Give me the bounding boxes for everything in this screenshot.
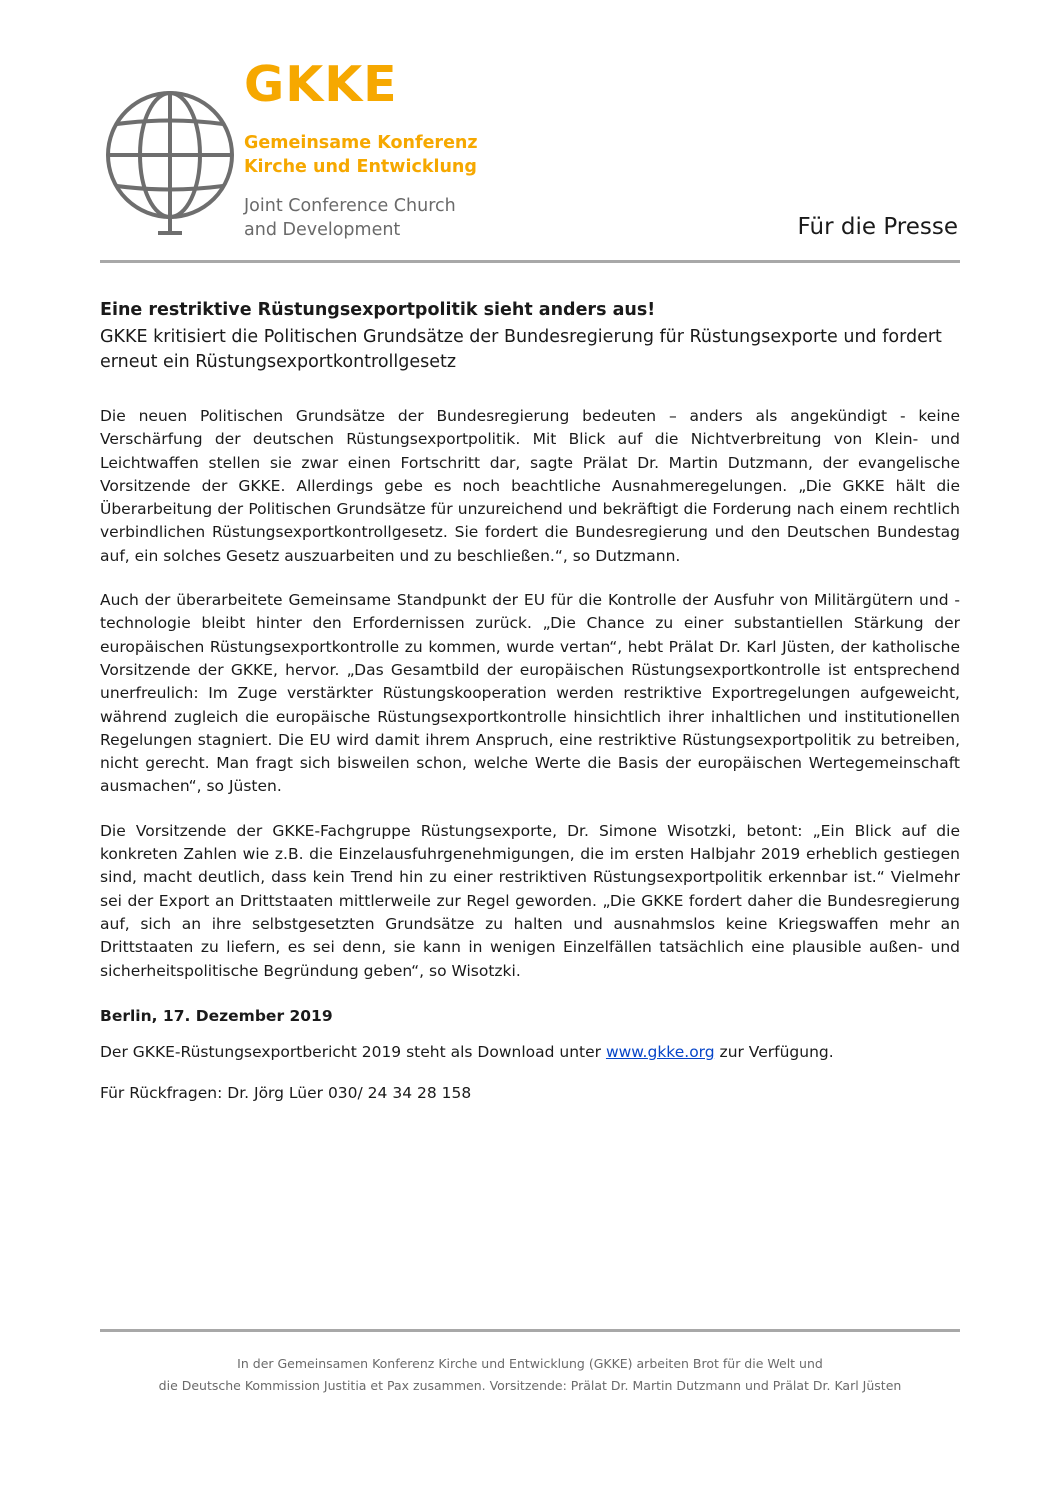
header-divider — [100, 260, 960, 263]
organization-name-english-line1: Joint Conference Church — [244, 196, 456, 216]
headline: Eine restriktive Rüstungsexportpolitik sieht anders aus! — [100, 300, 656, 320]
brand-name: GKKE — [244, 56, 398, 113]
article — [100, 298, 960, 1105]
organization-name-english-line2: and Development — [244, 220, 401, 240]
press-label: Für die Presse — [797, 214, 958, 240]
download-text-before: Der GKKE-Rüstungsexportbericht 2019 steht als Download unter — [100, 1042, 606, 1061]
footer-line2: die Deutsche Kommission Justitia et Pax zusammen. Vorsitzende: Prälat Dr. Martin Dutzmann und Prälat Dr. Karl Jüsten — [158, 1378, 902, 1393]
paragraph: Auch der überarbeitete Gemeinsame Standpunkt der EU für die Kontrolle der Ausfuhr von Militärgütern und -technologie bleibt hinter den Erfordernissen zurück. „Die Chance zu einer substantiellen Stärkung der europäischen Rüstungsexportkontrolle zu kommen, wurde vertan“, hebt Prälat Dr. Karl Jüsten, der katholische Vorsitzende der GKKE, hervor. „Das Gesamtbild der europäischen Rüstungsexportkontrolle ist entsprechend unerfreulich: Im Zuge verstärkter Rüstungskooperation werden restriktive Exportregelungen aufgeweicht, während zugleich die europäische Rüstungsexportkontrolle hinsichtlich ihrer inhaltlichen und institutionellen Regelungen stagniert. Die EU wird damit ihrem Anspruch, eine restriktive Rüstungsexportpolitik zu betreiben, nicht gerecht. Man fragt sich bisweilen schon, welche Werte die Basis der europäischen Wertegemeinschaft ausmachen“, so Jüsten. — [100, 591, 960, 796]
paragraph: Die Vorsitzende der GKKE-Fachgruppe Rüstungsexporte, Dr. Simone Wisotzki, betont: „Ein Blick auf die konkreten Zahlen wie z.B. die Einzelausfuhrgenehmigungen, die im ersten Halbjahr 2019 erheblich gestiegen sind, macht deutlich, dass kein Trend hin zu einer restriktiven Rüstungsexportpolitik erkennbar ist.“ Vielmehr sei der Export an Drittstaaten mittlerweile zur Regel geworden. „Die GKKE fordert daher die Bundesregierung auf, sich an ihre selbstgesetzten Grundsätze zu halten und ausnahmslos keine Kriegswaffen mehr an Drittstaaten zu liefern, es sei denn, sie kann in wenigen Einzelfällen tatsächlich eine plausible außen- und sicherheitspolitische Begründung geben“, so Wisotzki. — [100, 821, 960, 980]
footer-line1: In der Gemeinsamen Konferenz Kirche und Entwicklung (GKKE) arbeiten Brot für die Welt und — [237, 1356, 823, 1371]
footer-divider — [100, 1329, 960, 1332]
contact-info: Für Rückfragen: Dr. Jörg Lüer 030/ 24 34 28 158 — [100, 1083, 472, 1102]
footer — [100, 1353, 960, 1397]
subheadline: GKKE kritisiert die Politischen Grundsätze der Bundesregierung für Rüstungsexporte und fordert erneut ein Rüstungsexportkontrollgesetz — [100, 327, 942, 372]
organization-name-english — [244, 194, 456, 242]
paragraph: Die neuen Politischen Grundsätze der Bundesregierung bedeuten – anders als angekündigt - keine Verschärfung der deutschen Rüstungsexportpolitik. Mit Blick auf die Nichtverbreitung von Klein- und Leichtwaffen stellen sie zwar einen Fortschritt dar, sagte Prälat Dr. Martin Dutzmann, der evangelische Vorsitzende der GKKE. Allerdings gebe es noch beachtliche Ausnahmeregelungen. „Die GKKE hält die Überarbeitung der Politischen Grundsätze für unzureichend und bekräftigt die Forderung nach einem rechtlich verbindlichen Rüstungsexportkontrollgesetz. Sie fordert die Bundesregierung und den Deutschen Bundestag auf, ein solches Gesetz auszuarbeiten und zu beschließen.“, so Dutzmann. — [100, 407, 960, 565]
organization-name-german-line2: Kirche und Entwicklung — [244, 157, 477, 177]
download-note — [100, 1041, 960, 1064]
download-text-after: zur Verfügung. — [714, 1042, 834, 1061]
website-link[interactable]: www.gkke.org — [605, 1042, 715, 1061]
globe-icon — [100, 75, 240, 235]
organization-name-german-line1: Gemeinsame Konferenz — [244, 133, 478, 153]
dateline: Berlin, 17. Dezember 2019 — [100, 1006, 333, 1025]
organization-name-german — [244, 131, 478, 179]
